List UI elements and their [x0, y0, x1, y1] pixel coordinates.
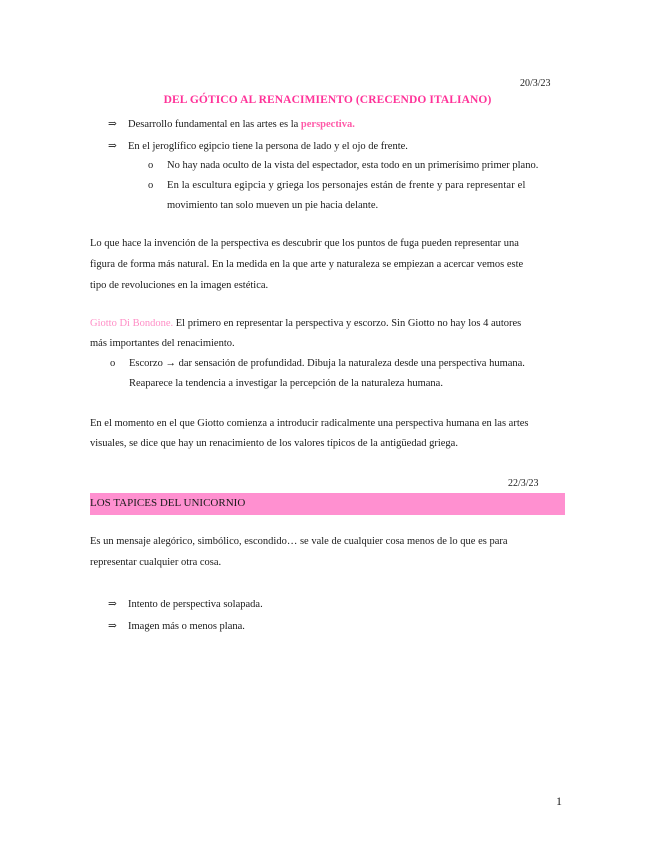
- circle-bullet-icon: o: [110, 358, 116, 369]
- list-item: [108, 620, 245, 632]
- circle-bullet-icon: o: [148, 180, 154, 191]
- list-item: [108, 118, 355, 130]
- giotto-text: El primero en representar la perspectiva y escorzo. Sin Giotto no hay los 4 autores: [173, 318, 522, 329]
- sub-item-text-line2: movimiento tan solo mueven un pie hacia delante.: [167, 200, 379, 211]
- circle-bullet-icon: o: [148, 160, 154, 171]
- paragraph-2-line-2: visuales, se dice que hay un renacimiento de los valores típicos de la antigüedad griega.: [90, 438, 458, 449]
- page-title: DEL GÓTICO AL RENACIMIENTO (CRECENDO ITALIANO): [163, 94, 492, 106]
- highlight-perspectiva: perspectiva: [300, 119, 353, 130]
- arrow-bullet-icon: ⇒: [108, 119, 117, 130]
- section-2-line-1: Es un mensaje alegórico, simbólico, escondido… se vale de cualquier cosa menos de lo que es para: [90, 536, 508, 547]
- list-item-text: Intento de perspectiva solapada.: [128, 599, 263, 610]
- giotto-line-2: más importantes del renacimiento.: [90, 338, 235, 349]
- section-heading: LOS TAPICES DEL UNICORNIO: [90, 497, 246, 509]
- arrow-bullet-icon: ⇒: [108, 599, 117, 610]
- paragraph-1-line-2: figura de forma más natural. En la medida en la que arte y naturaleza se empiezan a acercar vemos este: [90, 259, 524, 270]
- list-item: [108, 140, 408, 152]
- giotto-name: Giotto Di Bondone.: [90, 318, 174, 329]
- date-first: 20/3/23: [520, 78, 551, 89]
- list-item-text: En el jeroglífico egipcio tiene la persona de lado y el ojo de frente.: [128, 141, 408, 152]
- arrow-bullet-icon: ⇒: [108, 141, 117, 152]
- sub-item-text: No hay nada oculto de la vista del espectador, esta todo en un primerísimo primer plano.: [167, 160, 539, 171]
- escorzo-line-2: Reaparece la tendencia a investigar la percepción de la naturaleza humana.: [129, 378, 443, 389]
- list-item-text: Desarrollo fundamental en las artes es la: [128, 119, 301, 130]
- list-item-text: Imagen más o menos plana.: [128, 621, 245, 632]
- escorzo-line-1: Escorzo → dar sensación de profundidad. Dibuja la naturaleza desde una perspectiva humana.: [129, 358, 525, 369]
- sub-item-text-line1: En la escultura egipcia y griega los personajes están de frente y para representar el: [167, 180, 526, 191]
- section-2-line-2: representar cualquier otra cosa.: [90, 557, 222, 568]
- date-second: 22/3/23: [508, 478, 539, 489]
- paragraph-1-line-1: Lo que hace la invención de la perspectiva es descubrir que los puntos de fuga pueden representar una: [90, 238, 519, 249]
- giotto-line-1: [90, 318, 521, 329]
- arrow-bullet-icon: ⇒: [108, 621, 117, 632]
- highlight-period: .: [352, 119, 355, 130]
- page-number: 1: [556, 794, 562, 808]
- list-item: [108, 598, 263, 610]
- section-heading-band: [90, 493, 565, 515]
- paragraph-1-line-3: tipo de revoluciones en la imagen estética.: [90, 280, 269, 291]
- paragraph-2-line-1: En el momento en el que Giotto comienza a introducir radicalmente una perspectiva humana en las artes: [90, 418, 529, 429]
